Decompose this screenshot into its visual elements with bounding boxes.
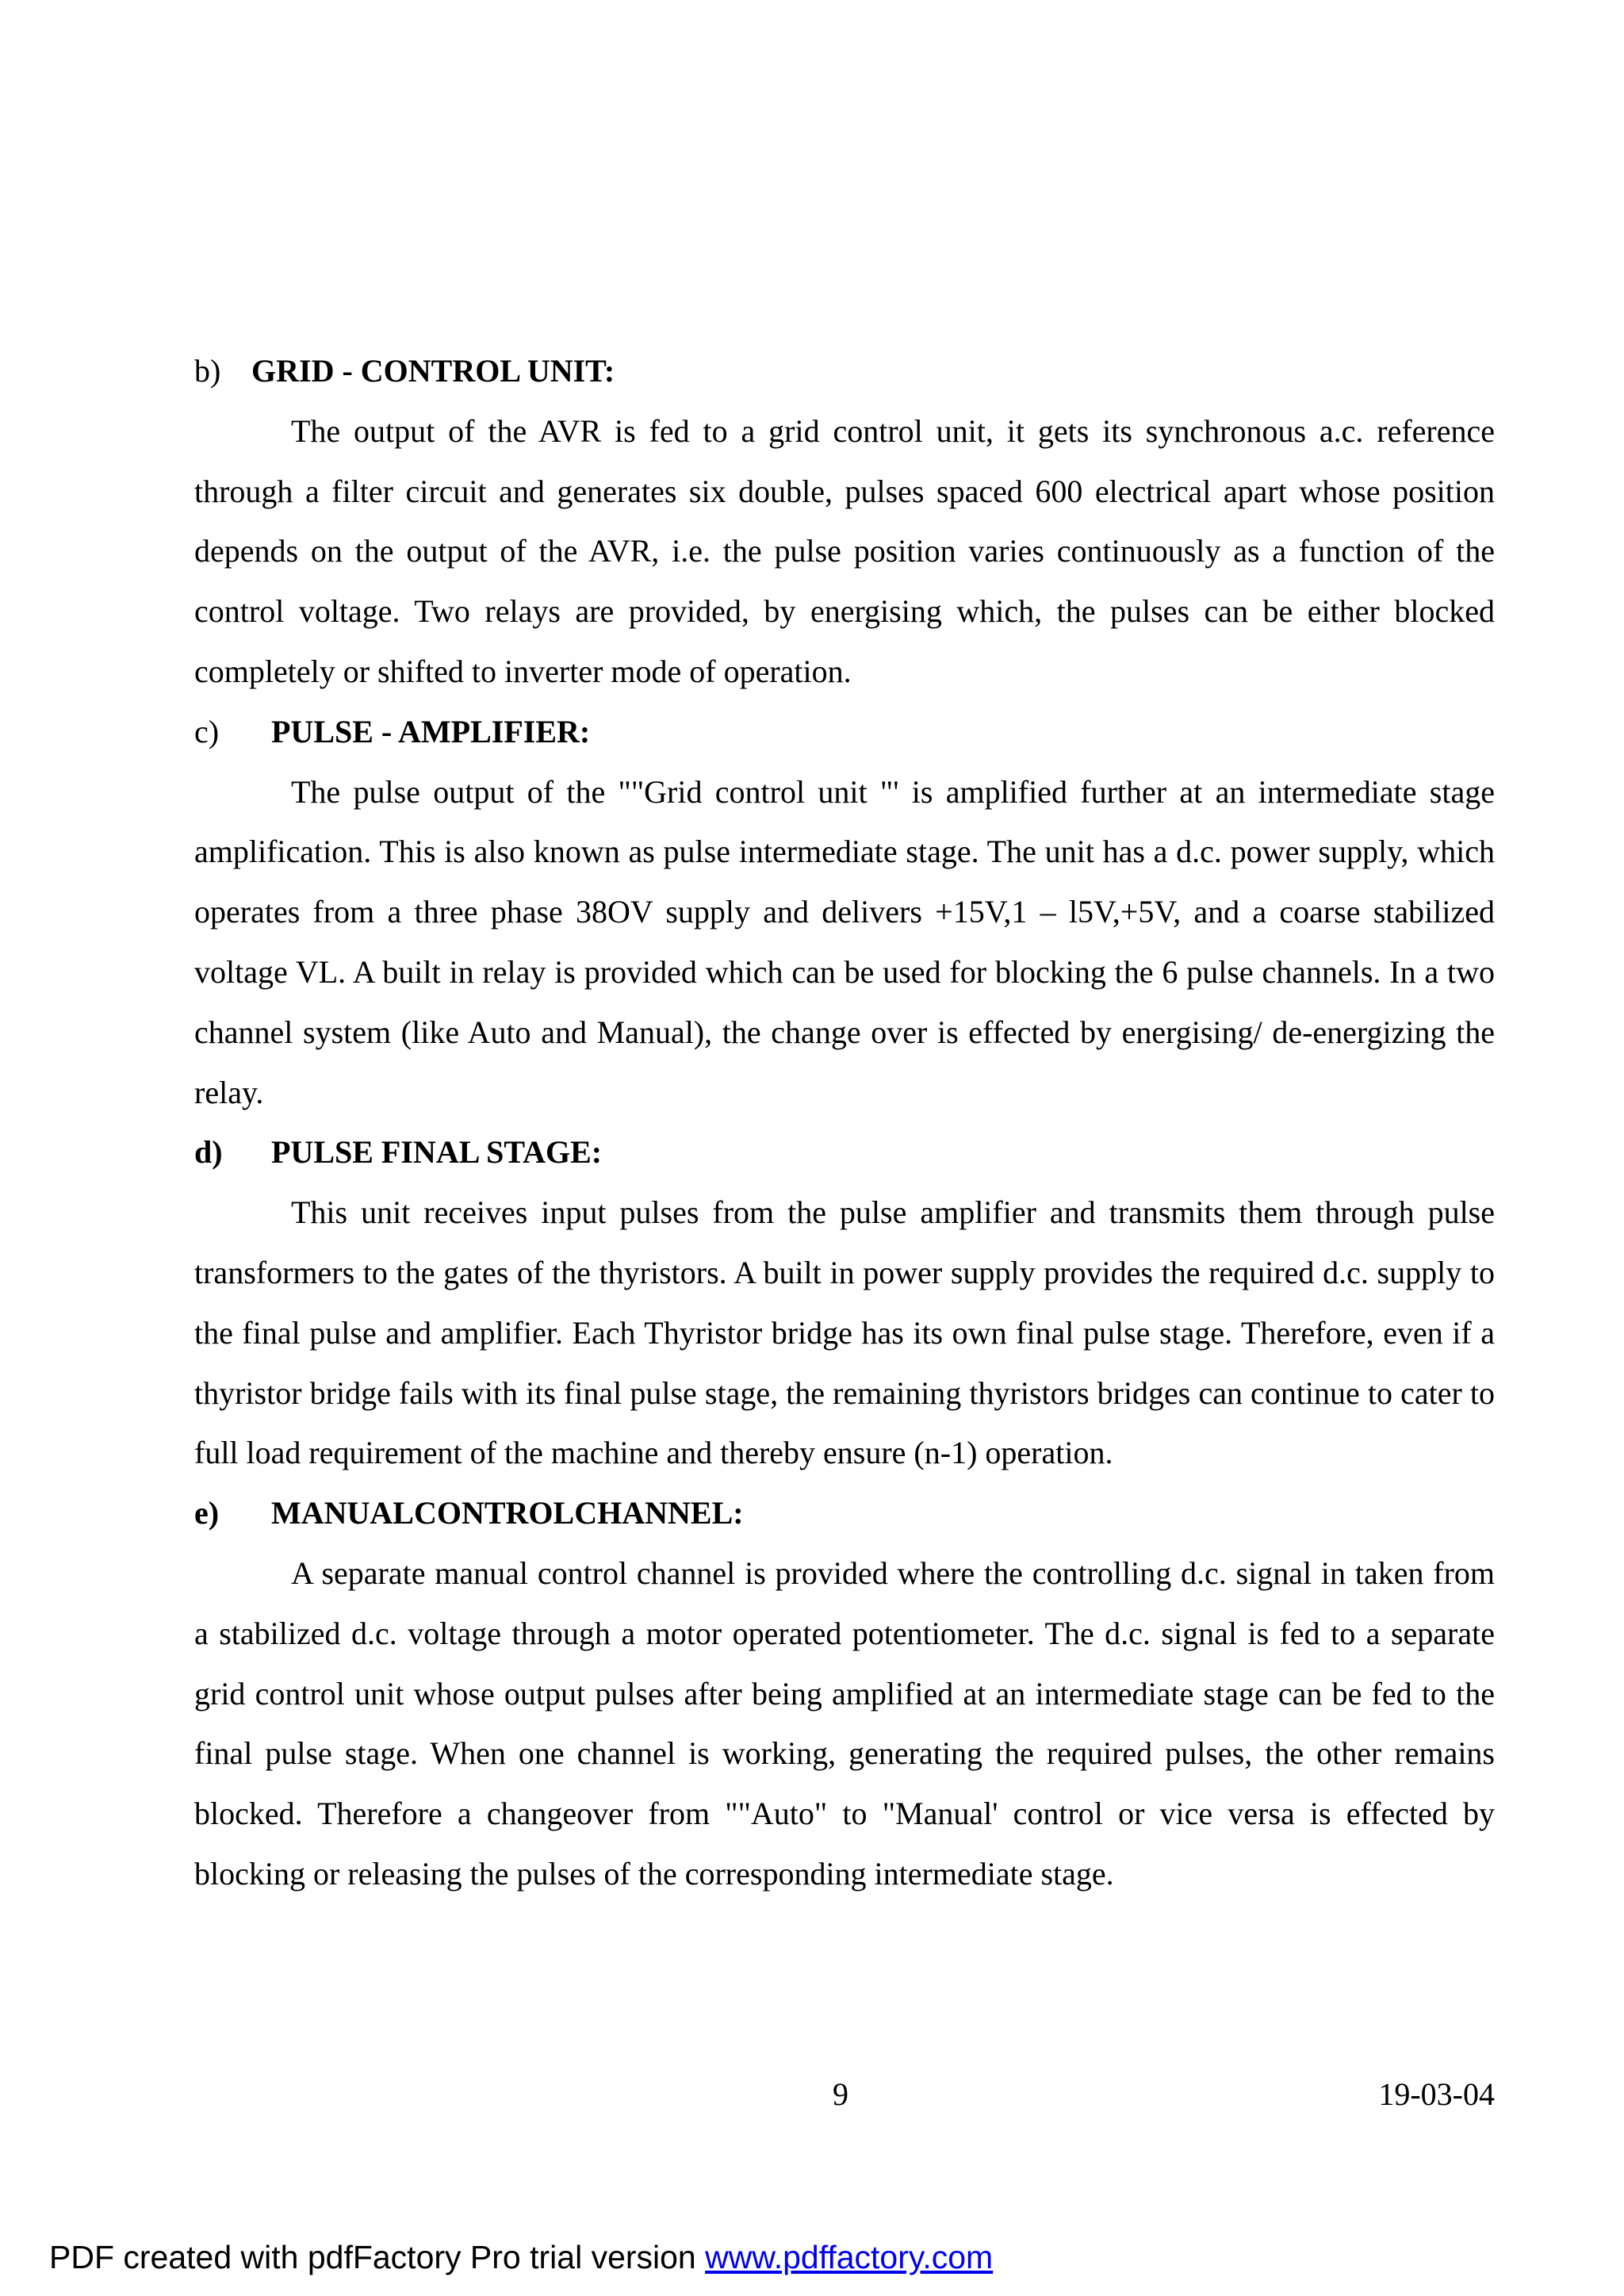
section-paragraph: The output of the AVR is fed to a grid control unit, it gets its synchronous a.c. reference through a filter circuit and generates six double, pulses spaced 600 electrical apart whose position depends on the output of the AVR, i.e. the pulse position varies continuously as a function of the control voltage. Two relays are provided, by energising which, the pulses can be either blocked completely or shifted to inverter mode of operation. <box>194 412 1495 689</box>
section-title: GRID - CONTROL UNIT: <box>251 353 615 389</box>
section-letter: c) <box>194 713 220 749</box>
section-pulse-final-stage <box>194 1122 1495 1483</box>
section-letter: e) <box>194 1495 220 1531</box>
section-paragraph: This unit receives input pulses from the pulse amplifier and transmits them through pulse transformers to the gates of the thyristors. A built in power supply provides the required d.c. supply to the final pulse and amplifier. Each Thyristor bridge has its own final pulse stage. Therefore, even if a thyristor bridge fails with its final pulse stage, the remaining thyristors bridges can continue to cater to full load requirement of the machine and thereby ensure (n-1) operation. <box>194 1194 1495 1471</box>
pdf-banner-text: PDF created with pdfFactory Pro trial version <box>49 2239 706 2275</box>
page-number: 9 <box>833 2076 848 2112</box>
section-paragraph: The pulse output of the ""Grid control unit "' is amplified further at an intermediate stage amplification. This is also known as pulse intermediate stage. The unit has a d.c. power supply, which operates from a three phase 38OV supply and delivers +15V,1 – l5V,+5V, and a coarse stabilized voltage VL. A built in relay is provided which can be used for blocking the 6 pulse channels. In a two channel system (like Auto and Manual), the change over is effected by energising/ de-energizing the relay. <box>194 773 1495 1110</box>
section-heading <box>194 702 1495 762</box>
pdffactory-link[interactable]: www.pdffactory.com <box>705 2239 994 2275</box>
section-heading <box>194 341 1495 401</box>
section-heading <box>194 1483 1495 1543</box>
footer-date: 19-03-04 <box>1378 2076 1495 2112</box>
section-title: PULSE FINAL STAGE: <box>271 1134 603 1171</box>
section-letter: d) <box>194 1134 223 1171</box>
section-pulse-amplifier <box>194 702 1495 1123</box>
section-title: MANUALCONTROLCHANNEL: <box>271 1495 744 1531</box>
section-paragraph: A separate manual control channel is provided where the controlling d.c. signal in taken from a stabilized d.c. voltage through a motor operated potentiometer. The d.c. signal is fed to a separate grid control unit whose output pulses after being amplified at an intermediate stage can be fed to the final pulse stage. When one channel is working, generating the required pulses, the other remains blocked. Therefore a changeover from ""Auto" to "Manual' control or vice versa is effected by blocking or releasing the pulses of the corresponding intermediate stage. <box>194 1554 1495 1892</box>
page-content <box>194 341 1495 1904</box>
section-heading <box>194 1122 1495 1182</box>
pdf-creator-banner <box>49 2239 993 2276</box>
section-letter: b) <box>194 353 221 389</box>
section-manual-control-channel <box>194 1483 1495 1904</box>
section-grid-control-unit <box>194 341 1495 702</box>
section-title: PULSE - AMPLIFIER: <box>271 713 591 749</box>
